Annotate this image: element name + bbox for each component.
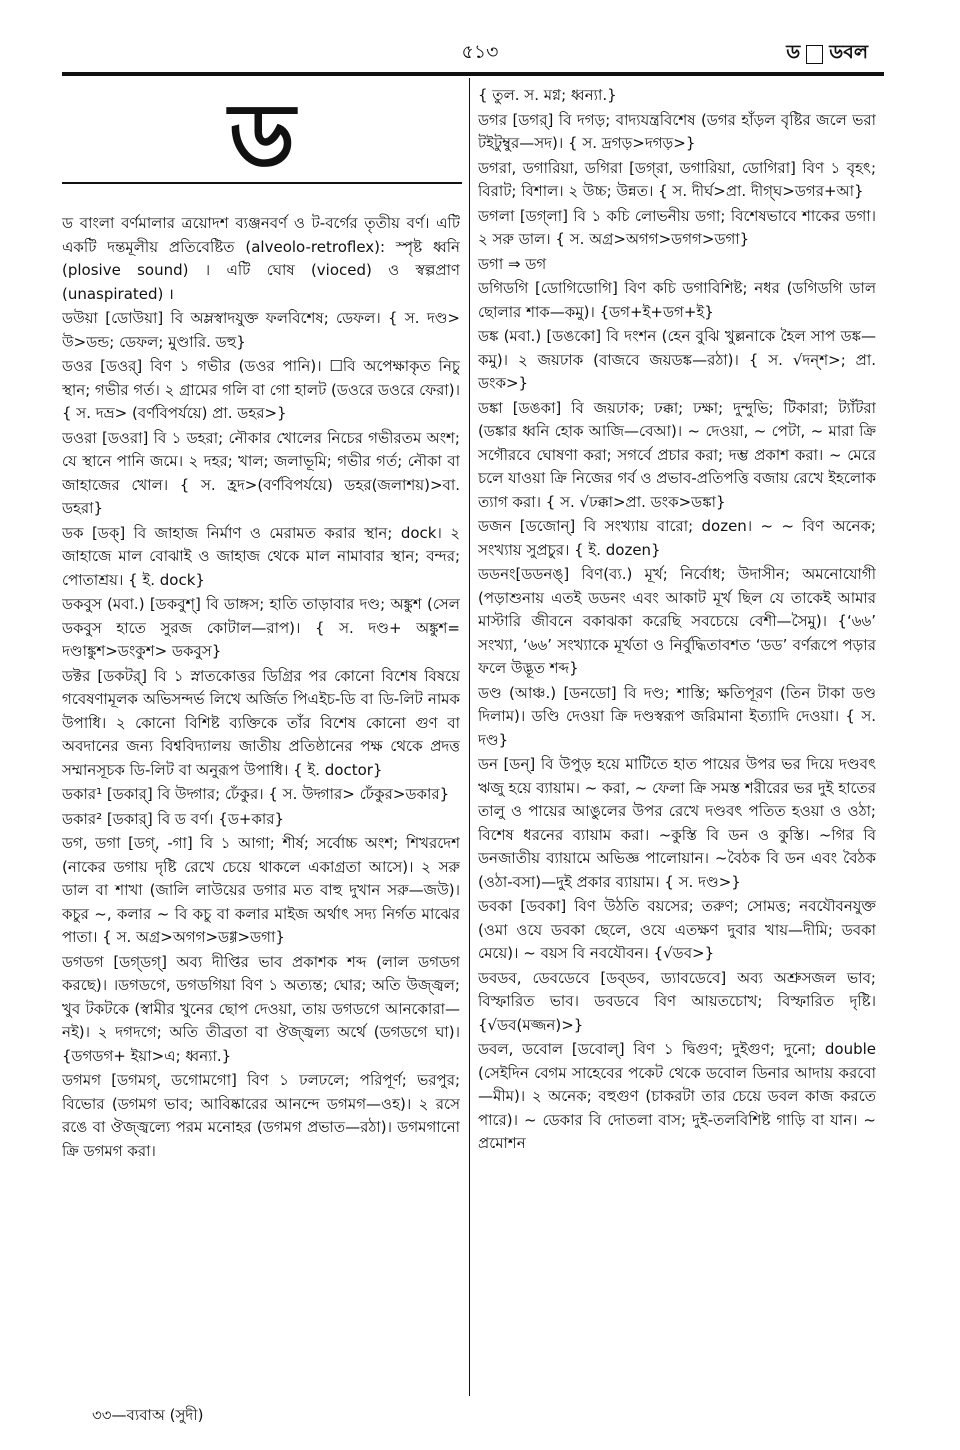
left-column — [62, 212, 460, 1396]
dictionary-entry: ডবল, ডবোল [ডবোল্] বিণ ১ দ্বিগুণ; দুইগুণ; দুনো; double (সেইদিন বেগম সাহেবের পকেট থেকে ডবোল ডিনার আদায় করবো—মীম)। ২ অনেক; বহুগুণ (চাকরটা তার চেয়ে ডবল কাজ করতে পারে)। ~ ডেকার বি দোতলা বাস; দুই-তলবিশিষ্ট গাড়ি বা যান। ~ প্রমোশন — [478, 1040, 876, 1152]
header-rule — [62, 72, 884, 76]
dictionary-entry: ডবকা [ডবকা] বিণ উঠতি বয়সের; তরুণ; সোমত্ত; নবযৌবনযুক্ত (ওমা ওযে ডবকা ছেলে, ওযে এতক্ষণ দুবার খায়—দীমি; ডবকা মেয়ে)। ~ বয়স বি নবযৌবন। {√ডব>} — [478, 897, 876, 962]
running-head-letter: ড — [786, 41, 801, 63]
dictionary-entry: ডক্টর [ডকটর্] বি ১ স্নাতকোত্তর ডিগ্রির পর কোনো বিশেষ বিষয়ে গবেষণামূলক অভিসন্দর্ভ লিখে অর্জিত পিএইচ-ডি বা ডি-লিট নামক উপাধি। ২ কোনো বিশিষ্ট ব্যক্তিকে তাঁর বিশেষ কোনো গুণ বা অবদানের জন্য বিশ্ববিদ্যালয় জাতীয় প্রতিষ্ঠানের পক্ষ থেকে প্রদত্ত সম্মানসূচক ডি-লিট বা অনুরূপ উপাধি। { ই. doctor} — [62, 666, 460, 779]
dictionary-entry: ডগলা [ডগ্‌লা] বি ১ কচি লোভনীয় ডগা; বিশেষভাবে শাকের ডগা। ২ সরু ডাল। { স. অগ্র>অগগ>ডগগ>ডগা} — [478, 206, 876, 248]
dictionary-entry: ডজন [ডজোন্] বি সংখ্যায় বারো; dozen। ~ ~ বিণ অনেক; সংখ্যায় সুপ্রচুর। { ই. dozen} — [478, 517, 876, 559]
dictionary-entry: ডগডগ [ডগ্‌ডগ্] অব্য দীপ্তির ভাব প্রকাশক শব্দ (লাল ডগডগ করছে)। ।ডগডগে, ডগডগিয়া বিণ ১ অত্যন্ত; ঘোর; অতি উজ্জ্বল; খুব টকটকে (স্বামীর খুনের ছোপ দেওয়া, তায় ডগডগে আনকোরা—নই)। ২ দগদগে; অতি তীব্রতা বা ঔজ্জ্বল্য অর্থে (ডগডগে ঘা)। {ডগডগ+ ইয়া>এ; ধ্বন্যা.} — [62, 952, 460, 1065]
dictionary-entry: ডকার¹ [ডকার্] বি উদ্গার; ঢেঁকুর। { স. উদ্গার> ঢেঁকুর>ডকার} — [62, 785, 450, 803]
dictionary-entry: ডগা ⇒ ডগ — [478, 254, 547, 273]
dictionary-entry: ড বাংলা বর্ণমালার ত্রয়োদশ ব্যঞ্জনবর্ণ ও ট-বর্গের তৃতীয় বর্ণ। এটি একটি দন্তমূলীয় প্রতিবেষ্টিত (alveolo-retroflex): স্পৃষ্ট ধ্বনি (plosive sound) । এটি ঘোষ (vioced) ও স্বল্পপ্রাণ (unaspirated) । — [62, 214, 460, 303]
dictionary-entry: { তুল. স. মগ্ন; ধ্বন্যা.} — [478, 86, 617, 104]
dictionary-entry: ডকবুস (মবা.) [ডকবুশ্] বি ডাঙ্গস; হাতি তাড়াবার দণ্ড; অঙ্কুশ (সেল ডকবুস হাতে সুরজ কোটাল—রাপ)। { স. দণ্ড+ অঙ্কুশ= দণ্ডাঙ্কুশ>ডংকুশ> ডকবুস} — [62, 595, 460, 660]
page-number: ৫১৩ — [461, 41, 499, 63]
right-column — [478, 84, 876, 1396]
dictionary-entry: ডঙ্ক (মবা.) [ডঙকো] বি দংশন (হেন বুঝি খুল্লনাকে হৈল সাপ ডঙ্ক—কমু)। ২ জয়ঢাক (বাজবে জয়ডঙ্ক—রঠা)। { স. √দন্‌শ>; প্রা. ডংক>} — [478, 327, 876, 392]
dictionary-entry: ডওর [ডওর্] বিণ ১ গভীর (ডওর পানি)। ☐বি অপেক্ষাকৃত নিচু স্থান; গভীর গর্ত। ২ গ্রামের গলি বা গো হালট (ডওরে ডওরে ফেরা)। { স. দভ্র> (বর্ণবিপর্যয়ে) প্রা. ডহর>} — [62, 357, 460, 422]
running-head — [786, 38, 868, 70]
dictionary-entry: ডগিডগি [ডোগিডোগি] বিণ কচি ডগাবিশিষ্ট; নধর (ডগিডগি ডাল ছোলার শাক—কমু)। {ডগ+ই+ডগ+ই} — [478, 279, 876, 321]
column-divider — [469, 78, 470, 1396]
dictionary-entry: ডবডব, ডেবডেবে [ডব্‌ডব, ড্যাবডেবে] অব্য অশ্রুসজল ভাব; বিস্ফারিত ভাব। ডবডবে বিণ আয়তচোখ; বিস্ফারিত দৃষ্টি। {√ডব(মজ্জন)>} — [478, 968, 876, 1034]
dictionary-entry: ডঙ্কা [ডঙকা] বি জয়ঢাক; ঢক্কা; ঢক্ষা; দুন্দুভি; টিকারা; ট্যাঁটরা (ডঙ্কার ধ্বনি হোক আজি—বেআ)। ~ দেওয়া, ~ পেটা, ~ মারা ক্রি সগৌরবে ঘোষণা করা; সগর্বে প্রচার করা; দম্ভ প্রকাশ করা। ~ মেরে চলে যাওয়া ক্রি নিজের গর্ব ও প্রভাব-প্রতিপত্তি বজায় রেখে ইহলোক ত্যাগ করা। { স. √ঢক্কা>প্রা. ডংক>ডঙ্কা} — [478, 398, 876, 511]
dictionary-entry: ডক [ডক্] বি জাহাজ নির্মাণ ও মেরামত করার স্থান; dock। ২ জাহাজে মাল বোঝাই ও জাহাজ থেকে মাল নামাবার স্থান; বন্দর; পোতাশ্রয়। { ই. dock} — [62, 523, 460, 589]
dictionary-entry: ডন [ডন্] বি উপুড় হয়ে মাটিতে হাত পায়ের উপর ভর দিয়ে দণ্ডবৎ ঋজু হয়ে ব্যায়াম। ~ করা, ~ ফেলা ক্রি সমস্ত শরীরের ভর দুই হাতের তালু ও পায়ের আঙুলের উপর রেখে দণ্ডবৎ পতিত হওয়া ও ওঠা; বিশেষ ধরনের ব্যায়াম করা। ~কুস্তি বি ডন ও কুস্তি। ~গির বি ডনজাতীয় ব্যায়ামে অভিজ্ঞ পালোয়ান। ~বৈঠক বি ডন এবং বৈঠক (ওঠা-বসা)—দুই প্রকার ব্যায়াম। { স. দণ্ড>} — [478, 755, 876, 891]
dictionary-entry: ডগমগ [ডগমগ্, ডগোমগো] বিণ ১ ঢলঢলে; পরিপূর্ণ; ভরপুর; বিভোর (ডগমগ ভাব; আবিষ্কারের আনন্দে ডগমগ—ওহ)। ২ রসে রঙে বা ঔজ্জ্বল্যে পরম মনোহর (ডগমগ প্রভাত—রঠা)। ডগমগানো ক্রি ডগমগ করা। — [62, 1071, 460, 1160]
dictionary-entry: ডগর [ডগর্] বি দগড়; বাদ্যযন্ত্রবিশেষ (ডগর হাঁড়ল বৃষ্টির জলে ভরা টইটুম্বুর—সদ)। { স. দ্রগড়>দগড়>} — [478, 110, 876, 152]
dictionary-entry: ডগরা, ডগারিয়া, ডগিরা [ডগ্‌রা, ডগারিয়া, ডোগিরা] বিণ ১ বৃহৎ; বিরাট; বিশাল। ২ উচ্চ; উন্নত। { স. দীর্ঘ>প্রা. দীগ্‌ঘ>ডগর+আ} — [478, 158, 876, 200]
dictionary-entry: ডডনং[ডডনঙ্] বিণ(ব্য.) মূর্খ; নির্বোধ; উদাসীন; অমনোযোগী (পড়াশুনায় এতই ডডনং এবং আকাট মূর্খ ছিল যে তাকেই আমার মাস্টারি জীবনে বকাঝকা করেছি সবচেয়ে বেশী—সৈমু)। {‘৬৬’ সংখ্যা, ‘৬৬’ সংখ্যাকে মূর্খতা ও নির্বুদ্ধিতাবশত ‘ডড’ বর্ণরূপে পড়ার ফলে উদ্ভূত শব্দ} — [478, 565, 876, 677]
letter-heading: ড — [228, 84, 296, 189]
running-head-word: ডবল — [829, 41, 868, 63]
letter-rule — [62, 182, 462, 184]
dictionary-entry: ডওরা [ডওরা] বি ১ ডহরা; নৌকার খোলের নিচের গভীরতম অংশ; যে স্থানে পানি জমে। ২ দহর; খাল; জলাভূমি; গভীর গর্ত; নৌকা বা জাহাজের খোল। { স. হ্রদ>(বর্ণবিপর্যয়ে) ডহর(জলাশয়)>বা. ডহরা} — [62, 428, 460, 517]
square-icon — [806, 45, 823, 64]
dictionary-entry: ডকার² [ডকার্] বি ড বর্ণ। {ড+কার} — [62, 809, 285, 828]
dictionary-entry: ডণ্ড (আঞ্চ.) [ডনডো] বি দণ্ড; শাস্তি; ক্ষতিপূরণ (তিন টাকা ডণ্ড দিলাম)। ডণ্ডি দেওয়া ক্রি দণ্ডস্বরূপ জরিমানা ইত্যাদি দেওয়া। { স. দণ্ড} — [478, 683, 876, 749]
dictionary-entry: ডউয়া [ডোউয়া] বি অম্লস্বাদযুক্ত ফলবিশেষ; ডেফল। { স. দণ্ড> উ>ডন্ড; ডেফল; মুণ্ডারি. ডহু} — [62, 309, 460, 351]
page-footer: ৩৩—ব্যবাঅ (সুদী) — [92, 1406, 204, 1424]
dictionary-entry: ডগ, ডগা [ডগ্, -গা] বি ১ আগা; শীর্ষ; সর্বোচ্চ অংশ; শিখরদেশ (নাকের ডগায় দৃষ্টি রেখে চেয়ে থাকলে একাগ্রতা আসে)। ২ সরু ডাল বা শাখা (জালি লাউয়ের ডগার মত বাহু দুখান সরু—জউ)। কচুর ~, কলার ~ বি কচু বা কলার মাইজ অর্থাৎ সদ্য নির্গত মাঝের পাতা। { স. অগ্র>অগগ>ডগ্গ>ডগা} — [62, 834, 460, 946]
